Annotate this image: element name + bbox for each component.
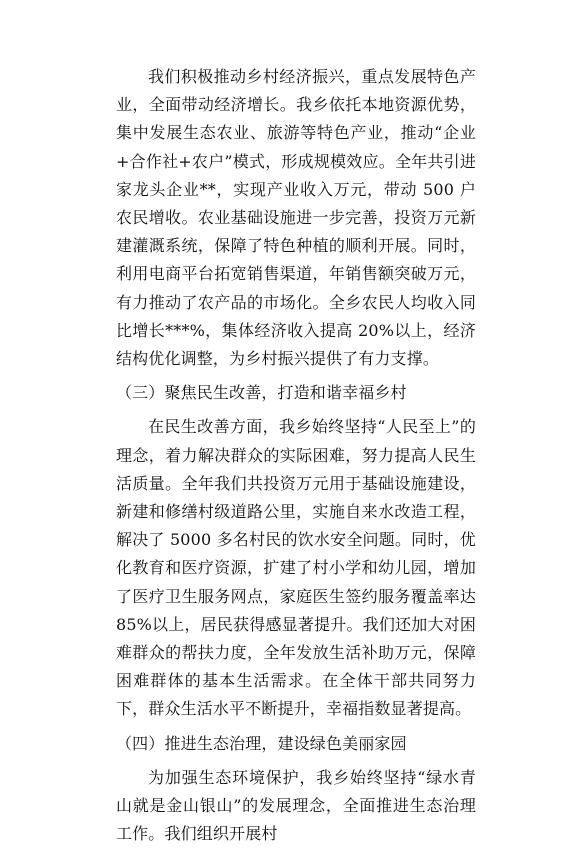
section-heading-ecology: （四）推进生态治理，建设绿色美丽家园 [116,733,407,753]
paragraph-rural-economy: 我们积极推动乡村经济振兴，重点发展特色产业，全面带动经济增长。我乡依托本地资源优势，集中发展生态农业、旅游等特色产业，推动“企业+合作社+农户”模式，形成规模效应。全年共引进家龙头企业**，实现产业收入万元，带动 500 户农民增收。农业基础设施进一步完善，投资万元新建灌溉系统，保障了特色种植的顺利开展。同时，利用电商平台拓宽销售渠道，年销售额突破万元，有力推动了农产品的市场化。全乡农民人均收入同比增长***%，集体经济收入提高 20%以上，经济结构优化调整，为乡村振兴提供了有力支撑。 [116,67,476,369]
paragraph-livelihood: 在民生改善方面，我乡始终坚持“人民至上”的理念，着力解决群众的实际困难，努力提高人民生活质量。全年我们共投资万元用于基础设施建设，新建和修缮村级道路公里，实施自来水改造工程，解决了 5000 多名村民的饮水安全问题。同时，优化教育和医疗资源，扩建了村小学和幼儿园，增加了医疗卫生服务网点，家庭医生签约服务覆盖率达 85%以上，居民获得感显著提升。我们还加大对困难群众的帮扶力度，全年发放生活补助万元，保障困难群体的基本生活需求。在全体干部共同努力下，群众生活水平不断提升，幸福指数显著提高。 [116,417,476,719]
paragraph-ecology: 为加强生态环境保护，我乡始终坚持“绿水青山就是金山银山”的发展理念，全面推进生态治理工作。我们组织开展村 [116,767,476,844]
document-body [116,63,476,848]
section-heading-livelihood: （三）聚焦民生改善，打造和谐幸福乡村 [116,383,407,403]
